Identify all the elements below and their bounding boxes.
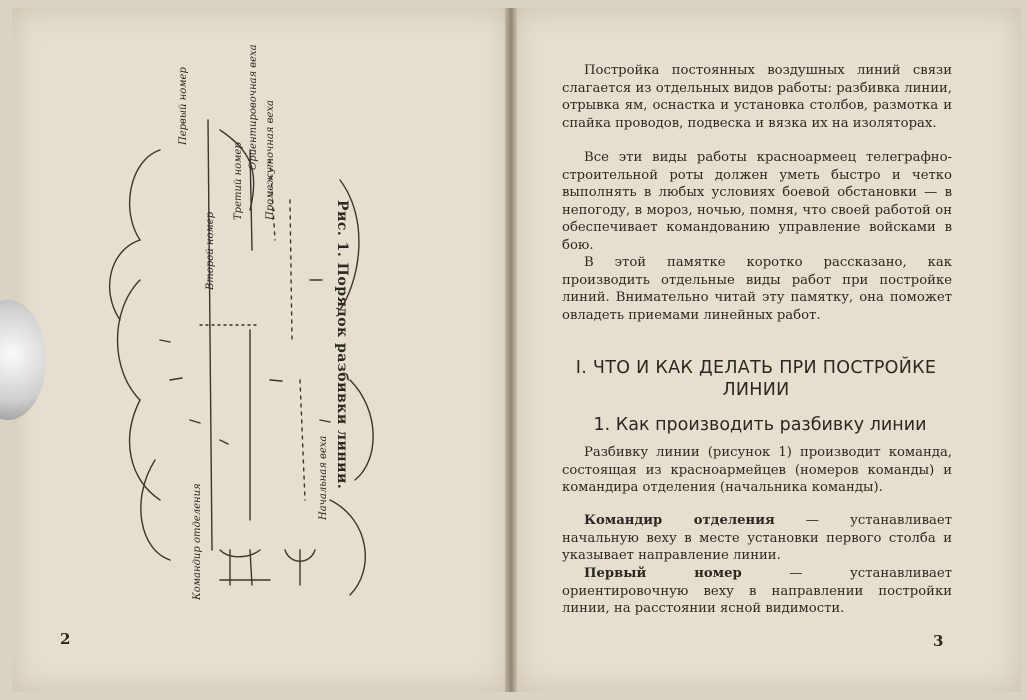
text-commander: — устанавливает начальную веху в месте установки первого столба и указывает направление линии. — [562, 513, 952, 564]
term-first-number: Первый номер — [584, 566, 742, 581]
paragraph-intro: Разбивку линии (рисунок 1) производит команда, состоящая из красноармейцев (номеров команды) и командира отделения (начальника команды). — [562, 445, 952, 496]
sub-heading: 1. Как производить разбивку линии — [593, 415, 927, 435]
paragraph-first-number — [562, 565, 952, 618]
sketch-contour — [350, 380, 373, 480]
label-interm-stake: Промежуточная веха — [265, 100, 276, 220]
figure-soldier — [220, 550, 270, 585]
label-third-number: Третий номер — [233, 142, 244, 220]
figure-caption: Рис. 1. Порядок разбивки линии. — [334, 200, 350, 490]
stake-line — [208, 120, 212, 550]
paragraph-3: В этой памятке коротко рассказано, как производить отдельные виды работ при постройке линий. Внимательно читай эту памятку, она поможет овладеть приемами линейных работ. — [562, 255, 952, 323]
paragraph-commander — [562, 512, 952, 565]
page-number-right: 3 — [933, 632, 944, 650]
sketch-contour — [330, 500, 365, 595]
text-first-number: — устанавливает ориентировочную веху в направлении постройки линии, на расстоянии ясной видимости. — [562, 566, 952, 617]
sketch-contour — [141, 460, 170, 560]
sketch-contour — [118, 280, 161, 500]
label-first-number: Первый номер — [178, 67, 189, 145]
book-spine — [505, 8, 517, 692]
sketch-contour — [110, 150, 160, 320]
term-commander: Командир отделения — [584, 513, 775, 528]
label-commander: Командир отделения — [192, 483, 203, 600]
paragraph-2: Все эти виды работы красноармеец телеграфно-строительной роты должен уметь быстро и четко выполнять в любых условиях боевой обстановки — в непогоду, в мороз, ночью, помня, что своей работой он обеспечивает командованию управление войсками в бою. — [562, 150, 952, 253]
paragraph-1: Постройка постоянных воздушных линий связи слагается из отдельных видов работы: разбивка линии, отрывка ям, оснастка и установка столбов, размотка и спайка проводов, подвеска и вязка их на изоляторах. — [562, 63, 952, 131]
label-orient-stake: Ориентировочная веха — [248, 44, 259, 170]
sketch-hatching — [160, 280, 330, 444]
page-number-left: 2 — [60, 630, 71, 648]
section-heading: I. ЧТО И КАК ДЕЛАТЬ ПРИ ПОСТРОЙКЕ ЛИНИИ — [575, 358, 937, 400]
label-second-number: Второй номер — [205, 211, 216, 290]
figure-soldier — [285, 550, 315, 585]
label-start-stake: Начальная веха — [318, 435, 329, 520]
